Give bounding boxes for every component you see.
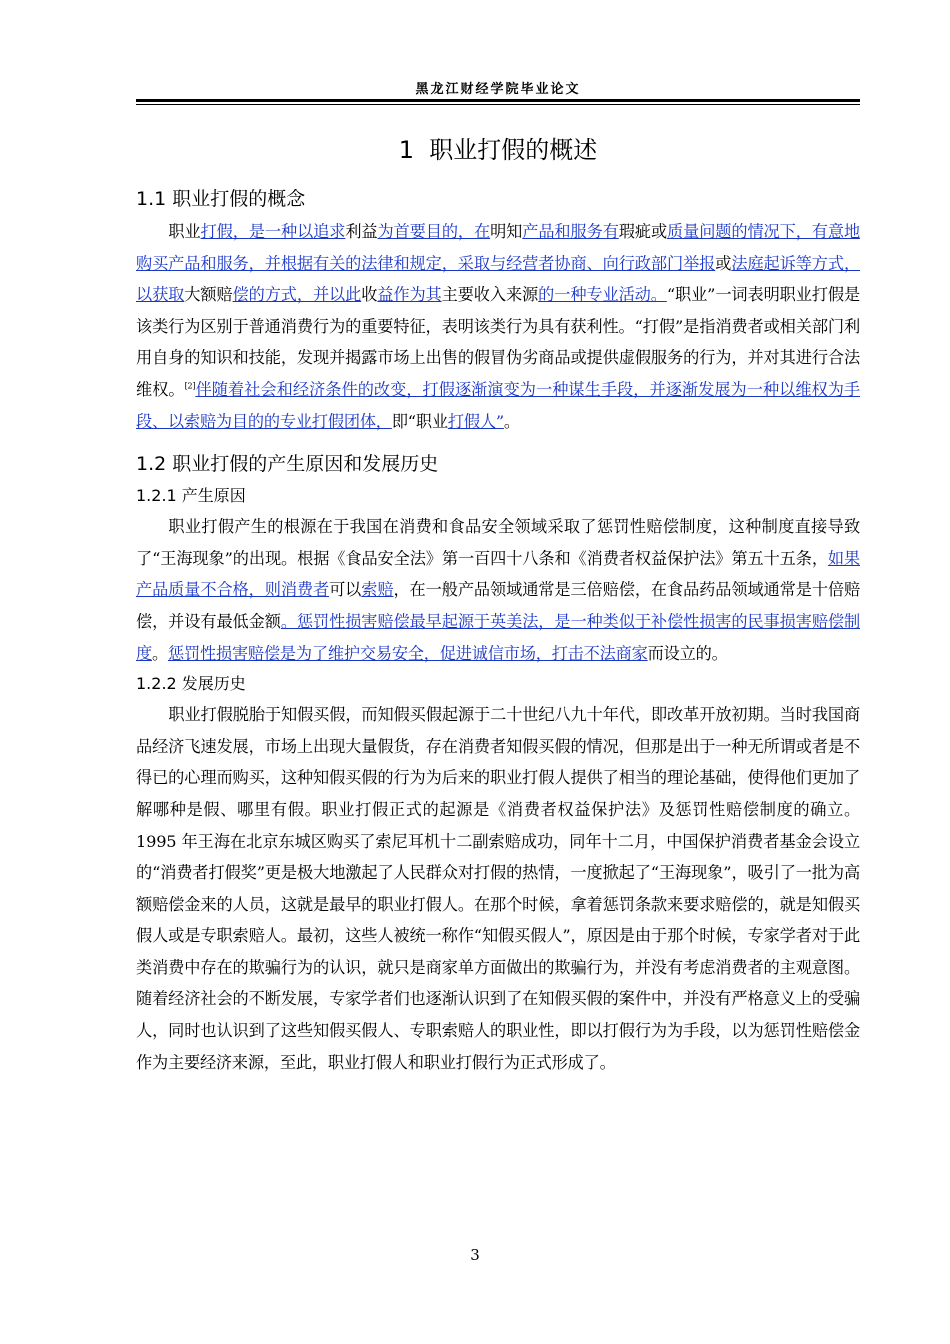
chapter-title-text: 职业打假的概述 (429, 136, 598, 164)
text-run: 收 (361, 285, 378, 305)
text-run: 。 (503, 411, 520, 431)
text-run: 可以 (329, 580, 362, 600)
hyperlinked-text[interactable]: 惩罚性损害赔偿是为了维护交易安全，促进诚信市场，打击不法商家 (168, 643, 648, 663)
hyperlinked-text[interactable]: 益作为其 (377, 285, 442, 305)
text-run: 而设立的。 (647, 643, 728, 663)
paragraph-history: 职业打假脱胎于知假买假，而知假买假起源于二十世纪八九十年代，即改革开放初期。当时我国商品经济飞速发展，市场上出现大量假货，存在消费者知假买假的情况，但那是出于一种无所谓或者是不得已的心理而购买，这种知假买假的行为为后来的职业打假人提供了相当的理论基础，使得他们更加了解哪种是假、哪里有假。职业打假正式的起源是《消费者权益保护法》及惩罚性赔偿制度的确立。1995 年王海在北京东城区购买了索尼耳机十二副索赔成功，同年十二月，中国保护消费者基金会设立的“消费者打假奖”更是极大地激起了人民群众对打假的热情，一度掀起了“王海现象”，吸引了一批为高额赔偿金来的人员，这就是最早的职业打假人。在那个时候，拿着惩罚条款来要求赔偿的，就是知假买假人或是专职索赔人。最初，这些人被统一称作“知假买假人”，原因是由于那个时候，专家学者对于此类消费中存在的欺骗行为的认识，就只是商家单方面做出的欺骗行为，并没有考虑消费者的主观意图。随着经济社会的不断发展，专家学者们也逐渐认识到了在知假买假的案件中，并没有严格意义上的受骗人，同时也认识到了这些知假买假人、专职索赔人的职业性，即以打假行为为手段，以为惩罚性赔偿金作为主要经济来源，至此，职业打假人和职业打假行为正式形成了。 (136, 705, 860, 1072)
chapter-number: 1 (398, 136, 414, 164)
hyperlinked-text[interactable]: 质量问题的情况下，有意地购买产品和服务，并根据有关的法律和规定，采取与经营者协商、向行政部门举报 (136, 222, 860, 273)
hyperlinked-text[interactable]: 法庭起诉等方式，以获取 (136, 253, 860, 305)
hyperlinked-text[interactable]: 。惩罚性损害赔偿最早起源于英美法，是一种类似于补偿性损害的民事损害赔偿制度 (136, 611, 860, 663)
subsection-heading-1-2-1: 1.2.1 产生原因 (136, 486, 246, 506)
text-run: “职业”一词表明职业打假是该类行为区别于普通消费行为的重要特征，表明该类行为具有获利性。“打假”是指消费者或相关部门利用自身的知识和技能，发现并揭露市场上出售的假冒伪劣商品或提供虚假服务的行为，并对其进行合法维权。 (136, 285, 860, 399)
text-run: 大额赔 (184, 285, 233, 305)
hyperlinked-text[interactable]: 为首要目的，在 (377, 222, 491, 241)
running-header: 黑龙江财经学院毕业论文 (415, 82, 581, 97)
text-run: 。 (152, 643, 168, 663)
text-run: 主要收入来源 (441, 285, 539, 305)
hyperlinked-text[interactable]: 打假人” (447, 411, 504, 431)
text-run: 职业打假产生的根源在于我国在消费和食品安全领域采取了惩罚性赔偿制度，这种制度直接导致了“王海现象”的出现。根据《食品安全法》第一百四十八条和《消费者权益保护法》第五十五条， (136, 517, 860, 568)
header-rule-thick (136, 99, 860, 102)
text-run: 职业 (168, 222, 201, 241)
section-heading-1-2: 1.2 职业打假的产生原因和发展历史 (136, 453, 439, 476)
text-run: 明知 (490, 222, 523, 241)
paragraph-causes (136, 511, 860, 669)
hyperlinked-text[interactable]: 索赔 (361, 580, 394, 600)
text-run: 瑕疵或 (618, 222, 668, 241)
subsection-heading-1-2-2: 1.2.2 发展历史 (136, 674, 246, 694)
hyperlinked-text[interactable]: 的一种专业活动。 (538, 285, 667, 305)
hyperlinked-text[interactable]: 打假，是一种以追求 (200, 222, 346, 241)
text-run: 即“职业 (391, 411, 448, 431)
header-rule-thin (136, 104, 860, 105)
hyperlinked-text[interactable]: 伴随着社会和经济条件的改变，打假逐渐演变为一种谋生手段，并逐渐发展为一种以维权为手段、以索赔为目的的专业打假团体， (136, 379, 860, 431)
chapter-title (136, 128, 860, 172)
citation-marker: [2] (184, 381, 196, 391)
text-run: 或 (715, 253, 732, 273)
page-content (136, 128, 860, 1078)
paragraph-concept (136, 216, 860, 437)
page-number: 3 (470, 1246, 480, 1264)
hyperlinked-text[interactable]: 偿的方式，并以此 (232, 285, 362, 305)
hyperlinked-text[interactable]: 产品和服务有 (522, 222, 619, 241)
section-heading-1-1: 1.1 职业打假的概念 (136, 188, 306, 210)
text-run: 利益 (345, 222, 378, 241)
hyperlinked-text[interactable]: 如果产品质量不合格，则消费者 (136, 548, 860, 600)
text-run: ，在一般产品领域通常是三倍赔偿，在食品药品领域通常是十倍赔偿，并设有最低金额 (136, 580, 860, 631)
